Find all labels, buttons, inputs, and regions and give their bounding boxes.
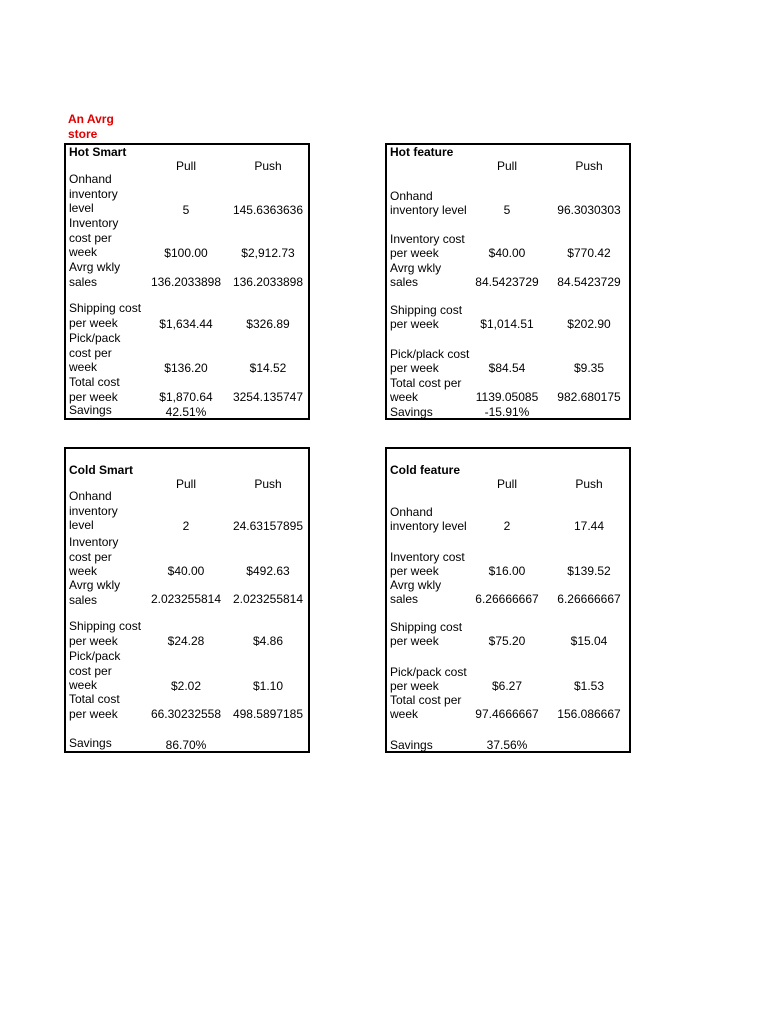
row-value-push: $9.35 [573,361,605,375]
row-value-push: $139.52 [567,564,611,578]
row-label: Total cost per week [390,692,462,721]
row-label: Avrg wkly sales [69,260,121,289]
row-value-pull: -15.91% [484,405,530,419]
row-label: Total cost per week [69,692,120,721]
row-value-pull: 1139.05085 [475,390,539,404]
row-label: Shipping cost per week [69,301,142,330]
row-label: Avrg wkly sales [390,260,442,289]
row-label: Onhand inventory level [69,489,118,532]
row-value-pull: 2.023255814 [150,592,222,606]
row-value-pull: $1,870.64 [159,390,213,404]
row-value-pull: 5 [503,203,511,217]
column-header-push: Push [254,159,282,173]
row-value-pull: $1,014.51 [480,317,534,331]
row-value-pull: $84.54 [488,361,526,375]
row-value-pull: $24.28 [167,634,205,648]
row-value-push: $2,912.73 [241,246,295,260]
row-label: Pick/pack cost per week [69,331,121,374]
row-value-pull: $1,634.44 [159,317,213,331]
row-value-pull: $40.00 [488,246,526,260]
row-value-push: 3254.135747 [232,390,304,404]
row-label: Total cost per week [390,375,462,404]
row-value-pull: 66.30232558 [150,707,222,721]
row-value-push: 6.26666667 [557,592,621,606]
row-label: Inventory cost per week [390,231,465,260]
row-value-pull: $40.00 [167,564,205,578]
row-label: Savings [390,738,433,752]
row-label: Onhand inventory level [390,504,467,533]
row-value-pull: 5 [182,203,190,217]
row-value-pull: $100.00 [164,246,208,260]
row-label: Onhand inventory level [69,172,118,215]
row-value-pull: $136.20 [164,361,208,375]
row-value-push: $15.04 [570,634,608,648]
row-label: Inventory cost per week [390,549,465,578]
row-label: Onhand inventory level [390,188,467,217]
row-value-push: 982.680175 [557,390,621,404]
row-label: Savings [390,405,433,419]
column-header-pull: Pull [496,159,517,173]
row-label: Pick/pack cost per week [390,664,467,693]
row-value-pull: $75.20 [488,634,526,648]
row-label: Pick/plack cost per week [390,346,470,375]
table-title: Hot Smart [69,145,127,159]
column-header-push: Push [575,477,603,491]
hot-smart-table [64,143,310,420]
row-value-push: 156.086667 [557,707,621,721]
row-value-push: 84.5423729 [557,275,621,289]
row-value-push: 136.2033898 [232,275,304,289]
hot-feature-table [385,143,631,420]
row-label: Shipping cost per week [69,619,142,648]
table-title: Cold Smart [69,463,134,477]
page-heading: An Avrg store [68,112,114,141]
row-value-push: 17.44 [573,519,605,533]
row-value-pull: $2.02 [170,679,202,693]
row-label: Avrg wkly sales [390,577,442,606]
row-value-pull: 86.70% [165,738,207,752]
table-title: Cold feature [390,463,461,477]
row-label: Pick/pack cost per week [69,649,121,692]
row-value-pull: 84.5423729 [475,275,539,289]
row-value-push: 145.6363636 [232,203,304,217]
row-value-pull: $6.27 [491,679,523,693]
column-header-push: Push [575,159,603,173]
row-value-push: $202.90 [567,317,611,331]
cold-feature-table [385,447,631,753]
row-label: Shipping cost per week [390,619,463,648]
row-label: Inventory cost per week [69,216,119,259]
row-label: Inventory cost per week [69,535,119,578]
row-value-pull: 97.4666667 [475,707,539,721]
row-value-pull: 2 [503,519,511,533]
row-value-pull: 37.56% [486,738,528,752]
row-value-push: $1.53 [573,679,605,693]
row-value-push: 498.5897185 [232,707,304,721]
row-value-push: $1.10 [252,679,284,693]
row-value-pull: 6.26666667 [475,592,539,606]
row-value-push: $326.89 [246,317,290,331]
row-value-pull: 2 [182,519,190,533]
row-value-push: 96.3030303 [557,203,621,217]
row-value-push: $770.42 [567,246,611,260]
table-title: Hot feature [390,145,454,159]
cold-smart-table [64,447,310,753]
row-value-push: 24.63157895 [232,519,304,533]
row-label: Shipping cost per week [390,302,463,331]
row-label: Total cost per week [69,375,120,404]
column-header-pull: Pull [175,159,196,173]
row-value-pull: $16.00 [488,564,526,578]
row-label: Savings [69,736,112,750]
row-label: Savings [69,403,112,417]
row-value-push: $492.63 [246,564,290,578]
column-header-pull: Pull [175,477,196,491]
column-header-push: Push [254,477,282,491]
row-value-push: $14.52 [249,361,287,375]
row-value-push: $4.86 [252,634,284,648]
column-header-pull: Pull [496,477,517,491]
row-value-push: 2.023255814 [232,592,304,606]
row-value-pull: 42.51% [165,405,207,419]
row-value-pull: 136.2033898 [150,275,222,289]
row-label: Avrg wkly sales [69,578,121,607]
